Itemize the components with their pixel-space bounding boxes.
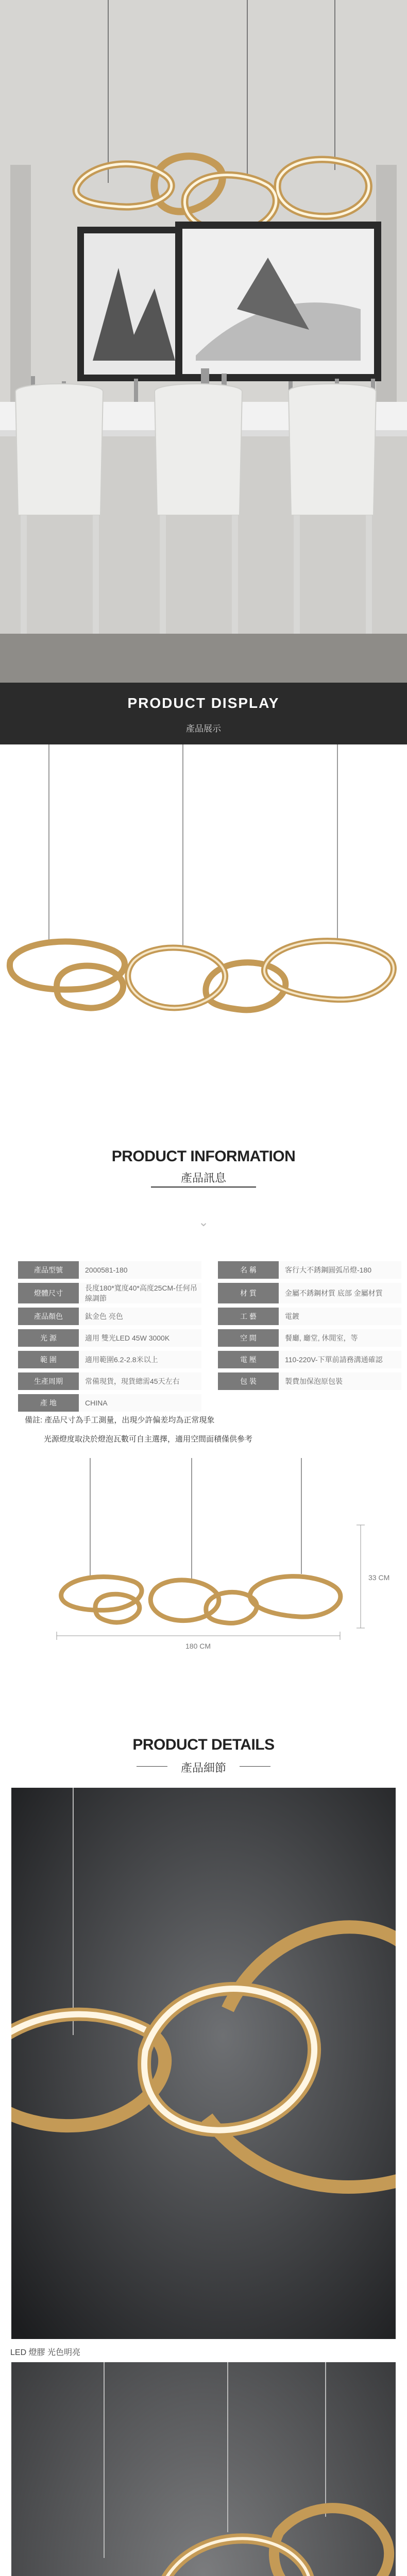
spec-value: 長度180*寬度40*高度25CM-任何吊線調節 — [79, 1283, 201, 1303]
spec-label: 工 藝 — [218, 1308, 279, 1325]
title-divider — [151, 1187, 256, 1188]
chandelier-image — [0, 744, 407, 1108]
spec-label: 材 質 — [218, 1283, 279, 1303]
spec-label: 生產周期 — [18, 1372, 79, 1390]
spec-value: 2000581-180 — [79, 1261, 201, 1279]
spec-label: 空 間 — [218, 1329, 279, 1347]
spec-value: CHINA — [79, 1394, 201, 1412]
spec-row — [18, 1351, 401, 1368]
hero-photo — [0, 0, 407, 683]
spec-value: 110-220V-下單前請務溝通確認 — [279, 1351, 401, 1368]
display-title: PRODUCT DISPLAY — [127, 695, 280, 711]
info-subtitle: 產品訊息 — [180, 1172, 226, 1184]
product-photo-white — [0, 744, 407, 1108]
spec-value: 金屬不銹鋼材質 底部 金屬材質 — [279, 1283, 401, 1303]
steel-detail-image — [11, 2362, 396, 2576]
spec-label: 光 源 — [18, 1329, 79, 1347]
spec-row — [18, 1394, 401, 1412]
spec-row — [18, 1372, 401, 1390]
dimension-image — [0, 1458, 407, 1726]
spec-value: 適用範圍6.2-2.8米以上 — [79, 1351, 201, 1368]
dining-room-scene — [0, 0, 407, 683]
detail-caption-1: LED 燈膠 光色明亮 — [10, 2348, 81, 2357]
dimension-drawing — [0, 1458, 407, 1726]
display-subtitle: 產品展示 — [186, 724, 221, 734]
spec-label: 範 圍 — [18, 1351, 79, 1368]
spec-table — [18, 1257, 401, 1416]
subtitle-rule-right — [240, 1766, 270, 1767]
subtitle-rule-left — [137, 1766, 167, 1767]
spec-value: 製費加保泡原包裝 — [279, 1372, 401, 1390]
details-title: PRODUCT DETAILS — [132, 1736, 275, 1753]
led-detail-image — [11, 1788, 396, 2339]
display-banner — [0, 683, 407, 744]
note-2: 光源燈度取決於燈泡瓦數可自主選擇，適用空間面積僅供參考 — [44, 1435, 253, 1444]
spec-label: 包 裝 — [218, 1372, 279, 1390]
dimension-width: 180 CM — [185, 1642, 211, 1650]
spec-label: 名 稱 — [218, 1261, 279, 1279]
note-1: 備註: 產品尺寸為手工測量，出現少許偏差均為正常現象 — [25, 1416, 215, 1425]
spec-row — [18, 1283, 401, 1303]
spec-table-grid — [18, 1257, 401, 1416]
dimension-height: 33 CM — [368, 1573, 390, 1582]
spec-label: 電 壓 — [218, 1351, 279, 1368]
spec-value: 適用 雙光LED 45W 3000K — [79, 1329, 201, 1347]
spec-value: 常備現貨，現貨總需45天左右 — [79, 1372, 201, 1390]
spec-row — [18, 1329, 401, 1347]
spec-row — [18, 1308, 401, 1325]
spec-value: 客行大不銹鋼圓弧吊燈-180 — [279, 1261, 401, 1279]
spec-value: 餐廳, 廳堂, 休閒室，等 — [279, 1329, 401, 1347]
spec-label: 產品顏色 — [18, 1308, 79, 1325]
spec-label: 產 地 — [18, 1394, 79, 1412]
info-title: PRODUCT INFORMATION — [111, 1148, 296, 1165]
spec-label: 燈體尺寸 — [18, 1283, 79, 1303]
spec-row — [18, 1261, 401, 1279]
spec-value — [279, 1394, 401, 1412]
spec-label: 產品型號 — [18, 1261, 79, 1279]
spec-label — [218, 1394, 279, 1412]
detail-photo-2 — [11, 2362, 396, 2576]
detail-photo-1 — [11, 1788, 396, 2339]
chevron-down-icon: ⌄ — [198, 1215, 209, 1229]
spec-value: 鈦金色 亮色 — [79, 1308, 201, 1325]
spec-value: 電鍍 — [279, 1308, 401, 1325]
details-subtitle: 產品細節 — [180, 1761, 226, 1774]
